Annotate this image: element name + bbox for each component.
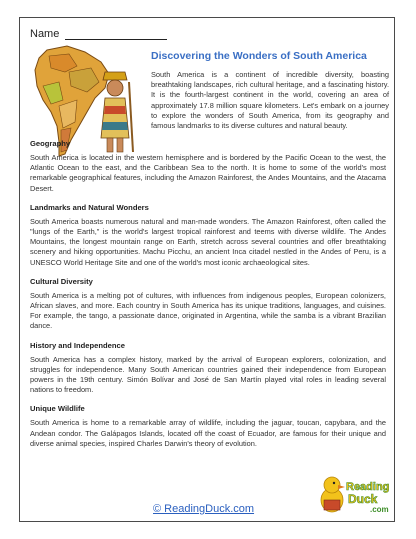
logo-text-com: .com xyxy=(370,505,389,514)
section-heading: History and Independence xyxy=(30,340,125,350)
section-text: South America is home to a remarkable array of wildlife, including the jaguar, toucan, capybara, and the Andean condor. The Galápagos Islands, located off the coast of Ecuador, are famous for their unique and diverse animal species, inspired Charles Darwin's theory of evolution. xyxy=(30,418,386,448)
logo-text-duck: Duck xyxy=(348,492,378,506)
section-text: South America is a melting pot of cultures, with influences from indigenous peoples, European colonizers, African slaves, and more. Each country in South America has its unique traditions, languages, and cuisines. For example, the tango, a passionate dance, originated in Argentina, while the samba is a vibrant Brazilian dance. xyxy=(30,290,386,331)
readingduck-link[interactable]: © ReadingDuck.com xyxy=(153,503,255,515)
name-input-line[interactable] xyxy=(65,29,167,40)
section-heading: Geography xyxy=(30,139,71,148)
section-heading: Landmarks and Natural Wonders xyxy=(30,202,149,212)
section-wildlife xyxy=(30,404,386,449)
worksheet-page xyxy=(19,17,395,522)
section-landmarks xyxy=(30,203,386,268)
worksheet-body xyxy=(30,139,386,458)
section-heading: Unique Wildlife xyxy=(30,404,85,414)
section-geography xyxy=(30,139,386,194)
section-text: South America has a complex history, marked by the arrival of European explorers, colonization, and struggles for independence. Many South American countries gained their independence from European powers in the 19th century. Simón Bolívar and José de San Martín played vital roles in leading several nations to freedom. xyxy=(30,354,386,395)
section-text: South America boasts numerous natural and man-made wonders. The Amazon Rainforest, often called the "lungs of the Earth," is the world's largest tropical rainforest and teems with diverse wildlife. The Andes Mountains, the longest mountain range on Earth, stretch across several countries and offer breathtaking scenery and hiking opportunities. Machu Picchu, an ancient Inca citadel nestled in the Andes of Peru, is a UNESCO World Heritage Site and one of the world's most iconic archaeological sites. xyxy=(30,216,386,267)
name-row xyxy=(30,28,167,40)
worksheet-title: Discovering the Wonders of South America xyxy=(151,50,367,62)
intro-paragraph: South America is a continent of incredible diversity, boasting breathtaking landscapes, rich cultural heritage, and a fascinating history. It is the fourth-largest continent in the world, covering an area of approximately 17.8 million square kilometers. Let's embark on a journey to explore the wonders of South America, from its geography and famous landmarks to its diverse cultures and natural beauty. xyxy=(151,70,389,131)
name-label: Name xyxy=(30,28,60,40)
reading-duck-logo xyxy=(318,470,390,518)
logo-text-reading: Reading xyxy=(346,481,390,493)
section-heading: Cultural Diversity xyxy=(30,276,93,286)
section-cultural-diversity xyxy=(30,277,386,332)
section-text: South America is located in the western hemisphere and is bordered by the Pacific Ocean to the west, the Atlantic Ocean to the east, and the Caribbean Sea to the north. It is home to some of the world's most remarkable geographical features, including the Amazon Rainforest, the Andes Mountains, and the Atacama Desert. xyxy=(30,153,386,193)
section-history xyxy=(30,341,386,396)
